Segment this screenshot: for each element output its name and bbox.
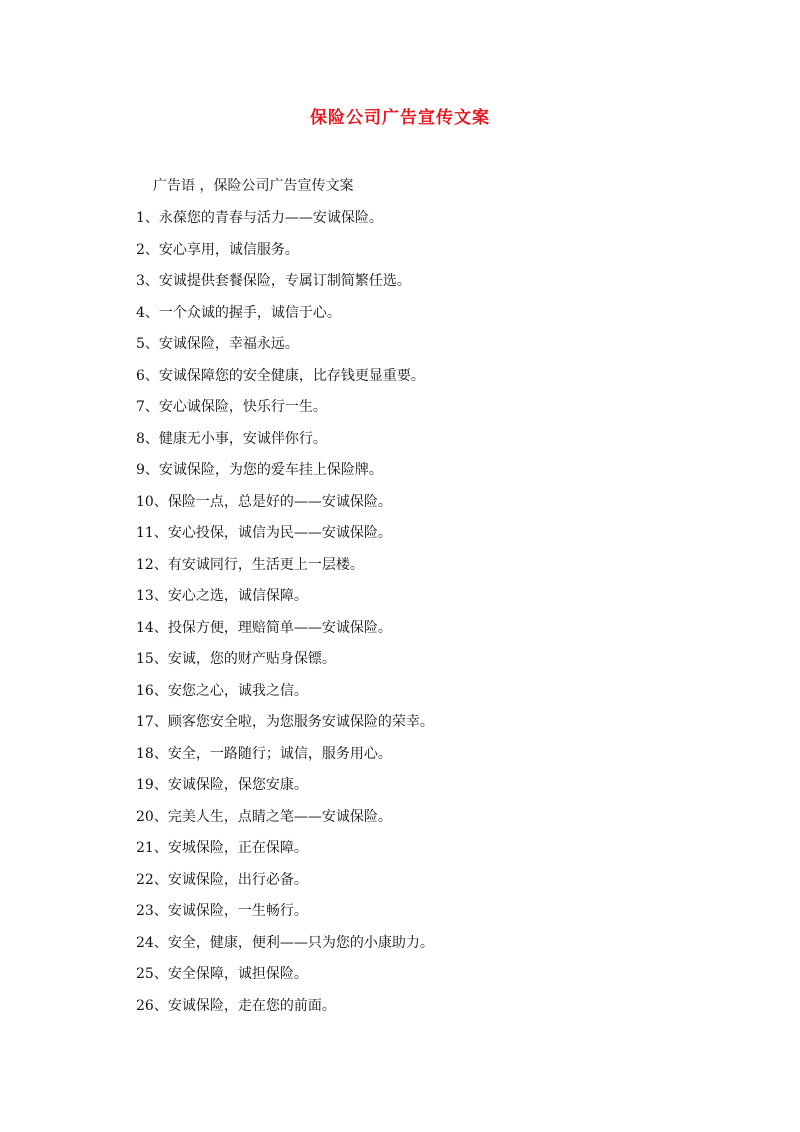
slogan-item: 25、安全保障，诚担保险。: [136, 966, 308, 982]
slogan-item: 14、投保方便，理赔简单——安诚保险。: [136, 619, 392, 636]
slogan-list: [136, 207, 434, 1026]
slogan-item: 6、安诚保障您的安全健康，比存钱更显重要。: [136, 367, 425, 384]
slogan-item: 5、安诚保险，幸福永远。: [136, 336, 299, 352]
slogan-item: 7、安心诚保险，快乐行一生。: [136, 399, 327, 415]
slogan-item: 19、安诚保险，保您安康。: [136, 777, 308, 793]
slogan-item: 17、顾客您安全啦，为您服务安诚保险的荣幸。: [136, 714, 434, 730]
slogan-item: 23、安诚保险，一生畅行。: [136, 903, 308, 919]
slogan-item: 22、安诚保险，出行必备。: [136, 871, 308, 888]
slogan-item: 18、安全，一路随行；诚信，服务用心。: [136, 745, 392, 762]
slogan-item: 1、永葆您的青春与活力——安诚保险。: [136, 210, 383, 226]
intro-line: 广告语 ，保险公司广告宣传文案: [153, 178, 354, 194]
slogan-item: 15、安诚，您的财产贴身保镖。: [136, 651, 336, 667]
slogan-item: 13、安心之选，诚信保障。: [136, 588, 308, 604]
slogan-item: 3、安诚提供套餐保险，专属订制简繁任选。: [136, 273, 411, 289]
slogan-item: 9、安诚保险，为您的爱车挂上保险牌。: [136, 462, 383, 478]
slogan-item: 26、安诚保险，走在您的前面。: [136, 997, 336, 1014]
slogan-item: 12、有安诚同行，生活更上一层楼。: [136, 556, 364, 573]
slogan-item: 10、保险一点，总是好的——安诚保险。: [136, 493, 392, 510]
slogan-item: 8、健康无小事，安诚伴你行。: [136, 430, 327, 447]
slogan-item: 16、安您之心，诚我之信。: [136, 682, 308, 699]
slogan-item: 21、安城保险，正在保障。: [136, 840, 308, 856]
slogan-item: 4、一个众诚的握手，诚信于心。: [136, 304, 341, 321]
document-title: 保险公司广告宣传文案: [310, 108, 490, 128]
slogan-item: 20、完美人生，点睛之笔——安诚保险。: [136, 808, 392, 825]
slogan-item: 24、安全，健康，便利——只为您的小康助力。: [136, 934, 434, 951]
slogan-item: 11、安心投保，诚信为民——安诚保险。: [136, 525, 392, 541]
slogan-item: 2、安心享用，诚信服务。: [136, 241, 299, 258]
